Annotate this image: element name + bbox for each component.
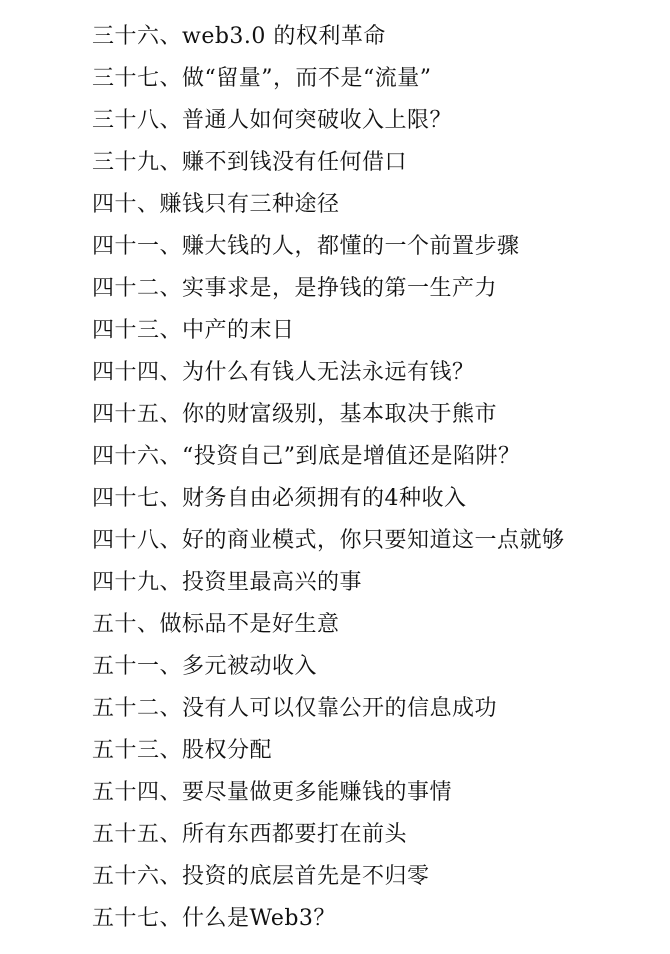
toc-item: 四十三、中产的末日 — [92, 318, 295, 343]
toc-item: 五十、做标品不是好生意 — [92, 612, 340, 637]
toc-item: 四十五、你的财富级别，基本取决于熊市 — [92, 402, 498, 427]
toc-item: 四十七、财务自由必须拥有的4种收入 — [92, 486, 467, 511]
toc-item: 五十三、股权分配 — [92, 738, 273, 763]
toc-item: 五十二、没有人可以仅靠公开的信息成功 — [92, 696, 498, 721]
toc-item: 五十四、要尽量做更多能赚钱的事情 — [92, 780, 453, 805]
toc-item: 四十二、实事求是，是挣钱的第一生产力 — [92, 276, 498, 301]
toc-item: 三十六、web3.0 的权利革命 — [92, 24, 386, 49]
toc-item: 四十、赚钱只有三种途径 — [92, 192, 340, 217]
toc-item: 四十四、为什么有钱人无法永远有钱？ — [92, 360, 475, 385]
toc-item: 四十八、好的商业模式，你只要知道这一点就够 — [92, 528, 565, 553]
toc-item: 三十九、赚不到钱没有任何借口 — [92, 150, 408, 175]
toc-item: 四十九、投资里最高兴的事 — [92, 570, 363, 595]
toc-item: 四十六、“投资自己”到底是增值还是陷阱？ — [92, 444, 521, 469]
toc-item: 五十五、所有东西都要打在前头 — [92, 822, 408, 847]
toc-item: 四十一、赚大钱的人，都懂的一个前置步骤 — [92, 234, 520, 259]
table-of-contents — [92, 16, 565, 940]
toc-item: 五十七、什么是Web3？ — [92, 906, 336, 931]
toc-item: 五十六、投资的底层首先是不归零 — [92, 864, 430, 889]
toc-item: 五十一、多元被动收入 — [92, 654, 318, 679]
toc-item: 三十八、普通人如何突破收入上限？ — [92, 108, 453, 133]
toc-item: 三十七、做“留量”，而不是“流量” — [92, 66, 432, 91]
